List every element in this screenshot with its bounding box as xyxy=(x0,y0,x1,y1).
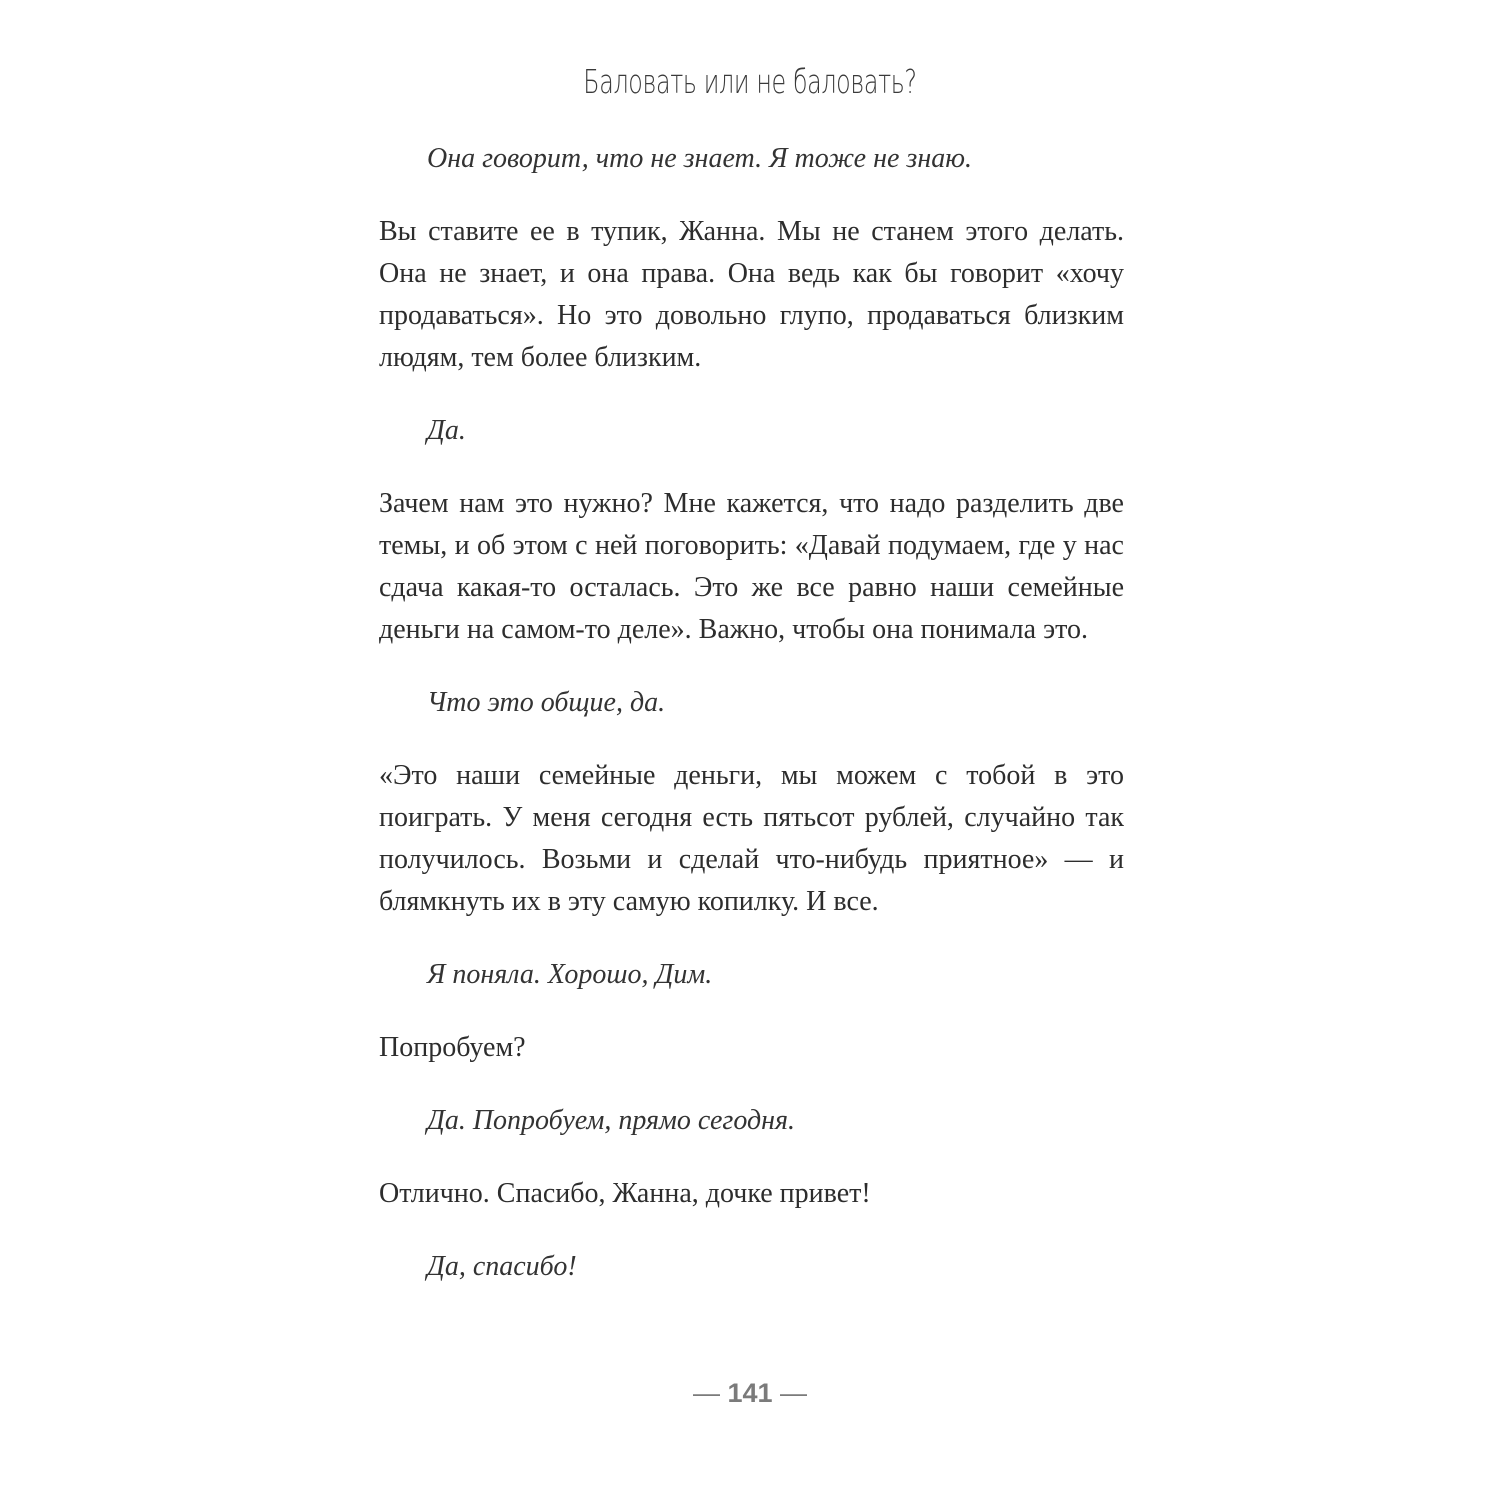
paragraph-gap xyxy=(379,452,1124,483)
page-number-value: 141 xyxy=(727,1378,773,1408)
page-number xyxy=(0,1378,1500,1409)
host-line: Вы ставите ее в тупик, Жанна. Мы не станем этого делать. Она не знает, и она права. Она ведь как бы говорит «хочу продаваться». Но это довольно глупо, продаваться близким людям, тем более близким. xyxy=(379,216,1124,373)
guest-line: Она говорит, что не знает. Я тоже не знаю. xyxy=(427,143,972,174)
paragraph-gap xyxy=(379,379,1124,410)
paragraph-gap xyxy=(379,923,1124,954)
paragraph-gap xyxy=(379,180,1124,211)
host-line: «Это наши семейные деньги, мы можем с тобой в это поиграть. У меня сегодня есть пятьсот рублей, случайно так получилось. Возьми и сделай что-нибудь приятное» — и блямкнуть их в эту самую копилку. И все. xyxy=(379,760,1124,917)
page-number-dash-right: — xyxy=(780,1378,808,1408)
paragraph-gap xyxy=(379,1142,1124,1173)
host-line: Отлично. Спасибо, Жанна, дочке привет! xyxy=(379,1178,871,1209)
running-head: Баловать или не баловать? xyxy=(583,62,917,101)
paragraph-gap xyxy=(379,1069,1124,1100)
host-line: Зачем нам это нужно? Мне кажется, что надо разделить две темы, и об этом с ней поговорить: «Давай подумаем, где у нас сдача какая-то осталась. Это же все равно наши семейные деньги на самом-то деле». Важно, чтобы она понимала это. xyxy=(379,488,1124,645)
guest-line: Да. xyxy=(427,415,466,446)
paragraph-gap xyxy=(379,724,1124,755)
paragraph-gap xyxy=(379,996,1124,1027)
page-number-dash-left: — xyxy=(692,1378,720,1408)
guest-line: Да, спасибо! xyxy=(427,1251,577,1282)
dialogue-text xyxy=(379,138,1124,1288)
guest-line: Я поняла. Хорошо, Дим. xyxy=(427,959,713,990)
paragraph-gap xyxy=(379,651,1124,682)
host-line: Попробуем? xyxy=(379,1032,526,1063)
guest-line: Что это общие, да. xyxy=(427,687,666,718)
paragraph-gap xyxy=(379,1215,1124,1246)
guest-line: Да. Попробуем, прямо сегодня. xyxy=(427,1105,796,1136)
